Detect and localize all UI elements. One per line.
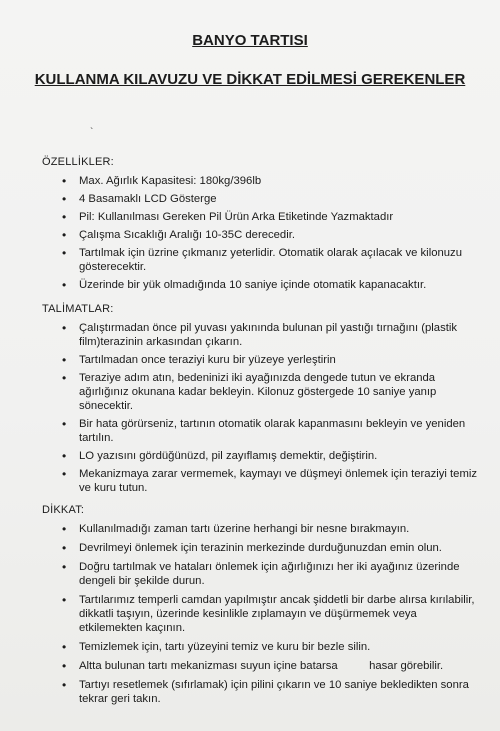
instructions-list bbox=[42, 321, 482, 495]
list-item: • Tartıyı resetlemek (sıfırlamak) için pilini çıkarın ve 10 saniye bekledikten sonra tekrar geri takın. bbox=[42, 678, 482, 706]
stray-mark: ` bbox=[90, 127, 94, 138]
document-subtitle: KULLANMA KILAVUZU VE DİKKAT EDİLMESİ GEREKENLER bbox=[34, 71, 466, 88]
list-item: • Max. Ağırlık Kapasitesi: 180kg/396lb bbox=[42, 174, 482, 188]
list-item: • Mekanizmaya zarar vermemek, kaymayı ve düşmeyi önlemek için teraziyi temiz ve kuru tutun. bbox=[42, 467, 482, 495]
instructions-heading: TALİMATLAR: bbox=[42, 303, 114, 315]
list-item: • Çalışma Sıcaklığı Aralığı 10-35C derecedir. bbox=[42, 228, 482, 242]
features-list bbox=[42, 174, 482, 292]
features-heading: ÖZELLİKLER: bbox=[42, 156, 114, 168]
list-item: • Çalıştırmadan önce pil yuvası yakınında bulunan pil yastığı tırnağını (plastik film)terazinin arkasından çıkarın. bbox=[42, 321, 482, 349]
list-item: • Bir hata görürseniz, tartının otomatik olarak kapanmasını bekleyin ve yeniden tartılın. bbox=[42, 417, 482, 445]
list-item: • Üzerinde bir yük olmadığında 10 saniye içinde otomatik kapanacaktır. bbox=[42, 278, 482, 292]
list-item: • Tartılmak için üzrine çıkmanız yeterlidir. Otomatik olarak açılacak ve kilonuzu gösterecektir. bbox=[42, 246, 482, 274]
warnings-heading: DİKKAT: bbox=[42, 504, 85, 516]
list-item: • Tartılmadan once teraziyi kuru bir yüzeye yerleştirin bbox=[42, 353, 482, 367]
list-item: • Teraziye adım atın, bedeninizi iki ayağınızda dengede tutun ve ekranda ağırlığınız okunana kadar bekleyin. Kilonuz göstergede 10 saniye yanıp sönecektir. bbox=[42, 371, 482, 413]
list-item: • Altta bulunan tartı mekanizması suyun içine batarsa hasar görebilir. bbox=[42, 659, 482, 673]
list-item: • Temizlemek için, tartı yüzeyini temiz ve kuru bir bezle silin. bbox=[42, 640, 482, 654]
list-item: • Tartılarımız temperli camdan yapılmıştır ancak şiddetli bir darbe alırsa kırılabilir, dikkatli taşıyın, üzerinde kesinlikle zıplamayın ve düşürmemek veya etkilemekten kaçının. bbox=[42, 593, 482, 635]
warnings-section bbox=[42, 504, 482, 711]
list-item: • Kullanılmadığı zaman tartı üzerine herhangi bir nesne bırakmayın. bbox=[42, 522, 482, 536]
warnings-list bbox=[42, 522, 482, 706]
document-title: BANYO TARTISI bbox=[192, 32, 308, 49]
list-item: • LO yazısını gördüğünüzd, pil zayıflamış demektir, değiştirin. bbox=[42, 449, 482, 463]
list-item: • Devrilmeyi önlemek için terazinin merkezinde durduğunuzdan emin olun. bbox=[42, 541, 482, 555]
list-item: • Pil: Kullanılması Gereken Pil Ürün Arka Etiketinde Yazmaktadır bbox=[42, 210, 482, 224]
features-section bbox=[42, 156, 482, 296]
list-item: • Doğru tartılmak ve hataları önlemek için ağırlığınızı her iki ayağınız üzerinde dengeli bir şekilde durun. bbox=[42, 560, 482, 588]
instructions-section bbox=[42, 303, 482, 499]
list-item: • 4 Basamaklı LCD Gösterge bbox=[42, 192, 482, 206]
